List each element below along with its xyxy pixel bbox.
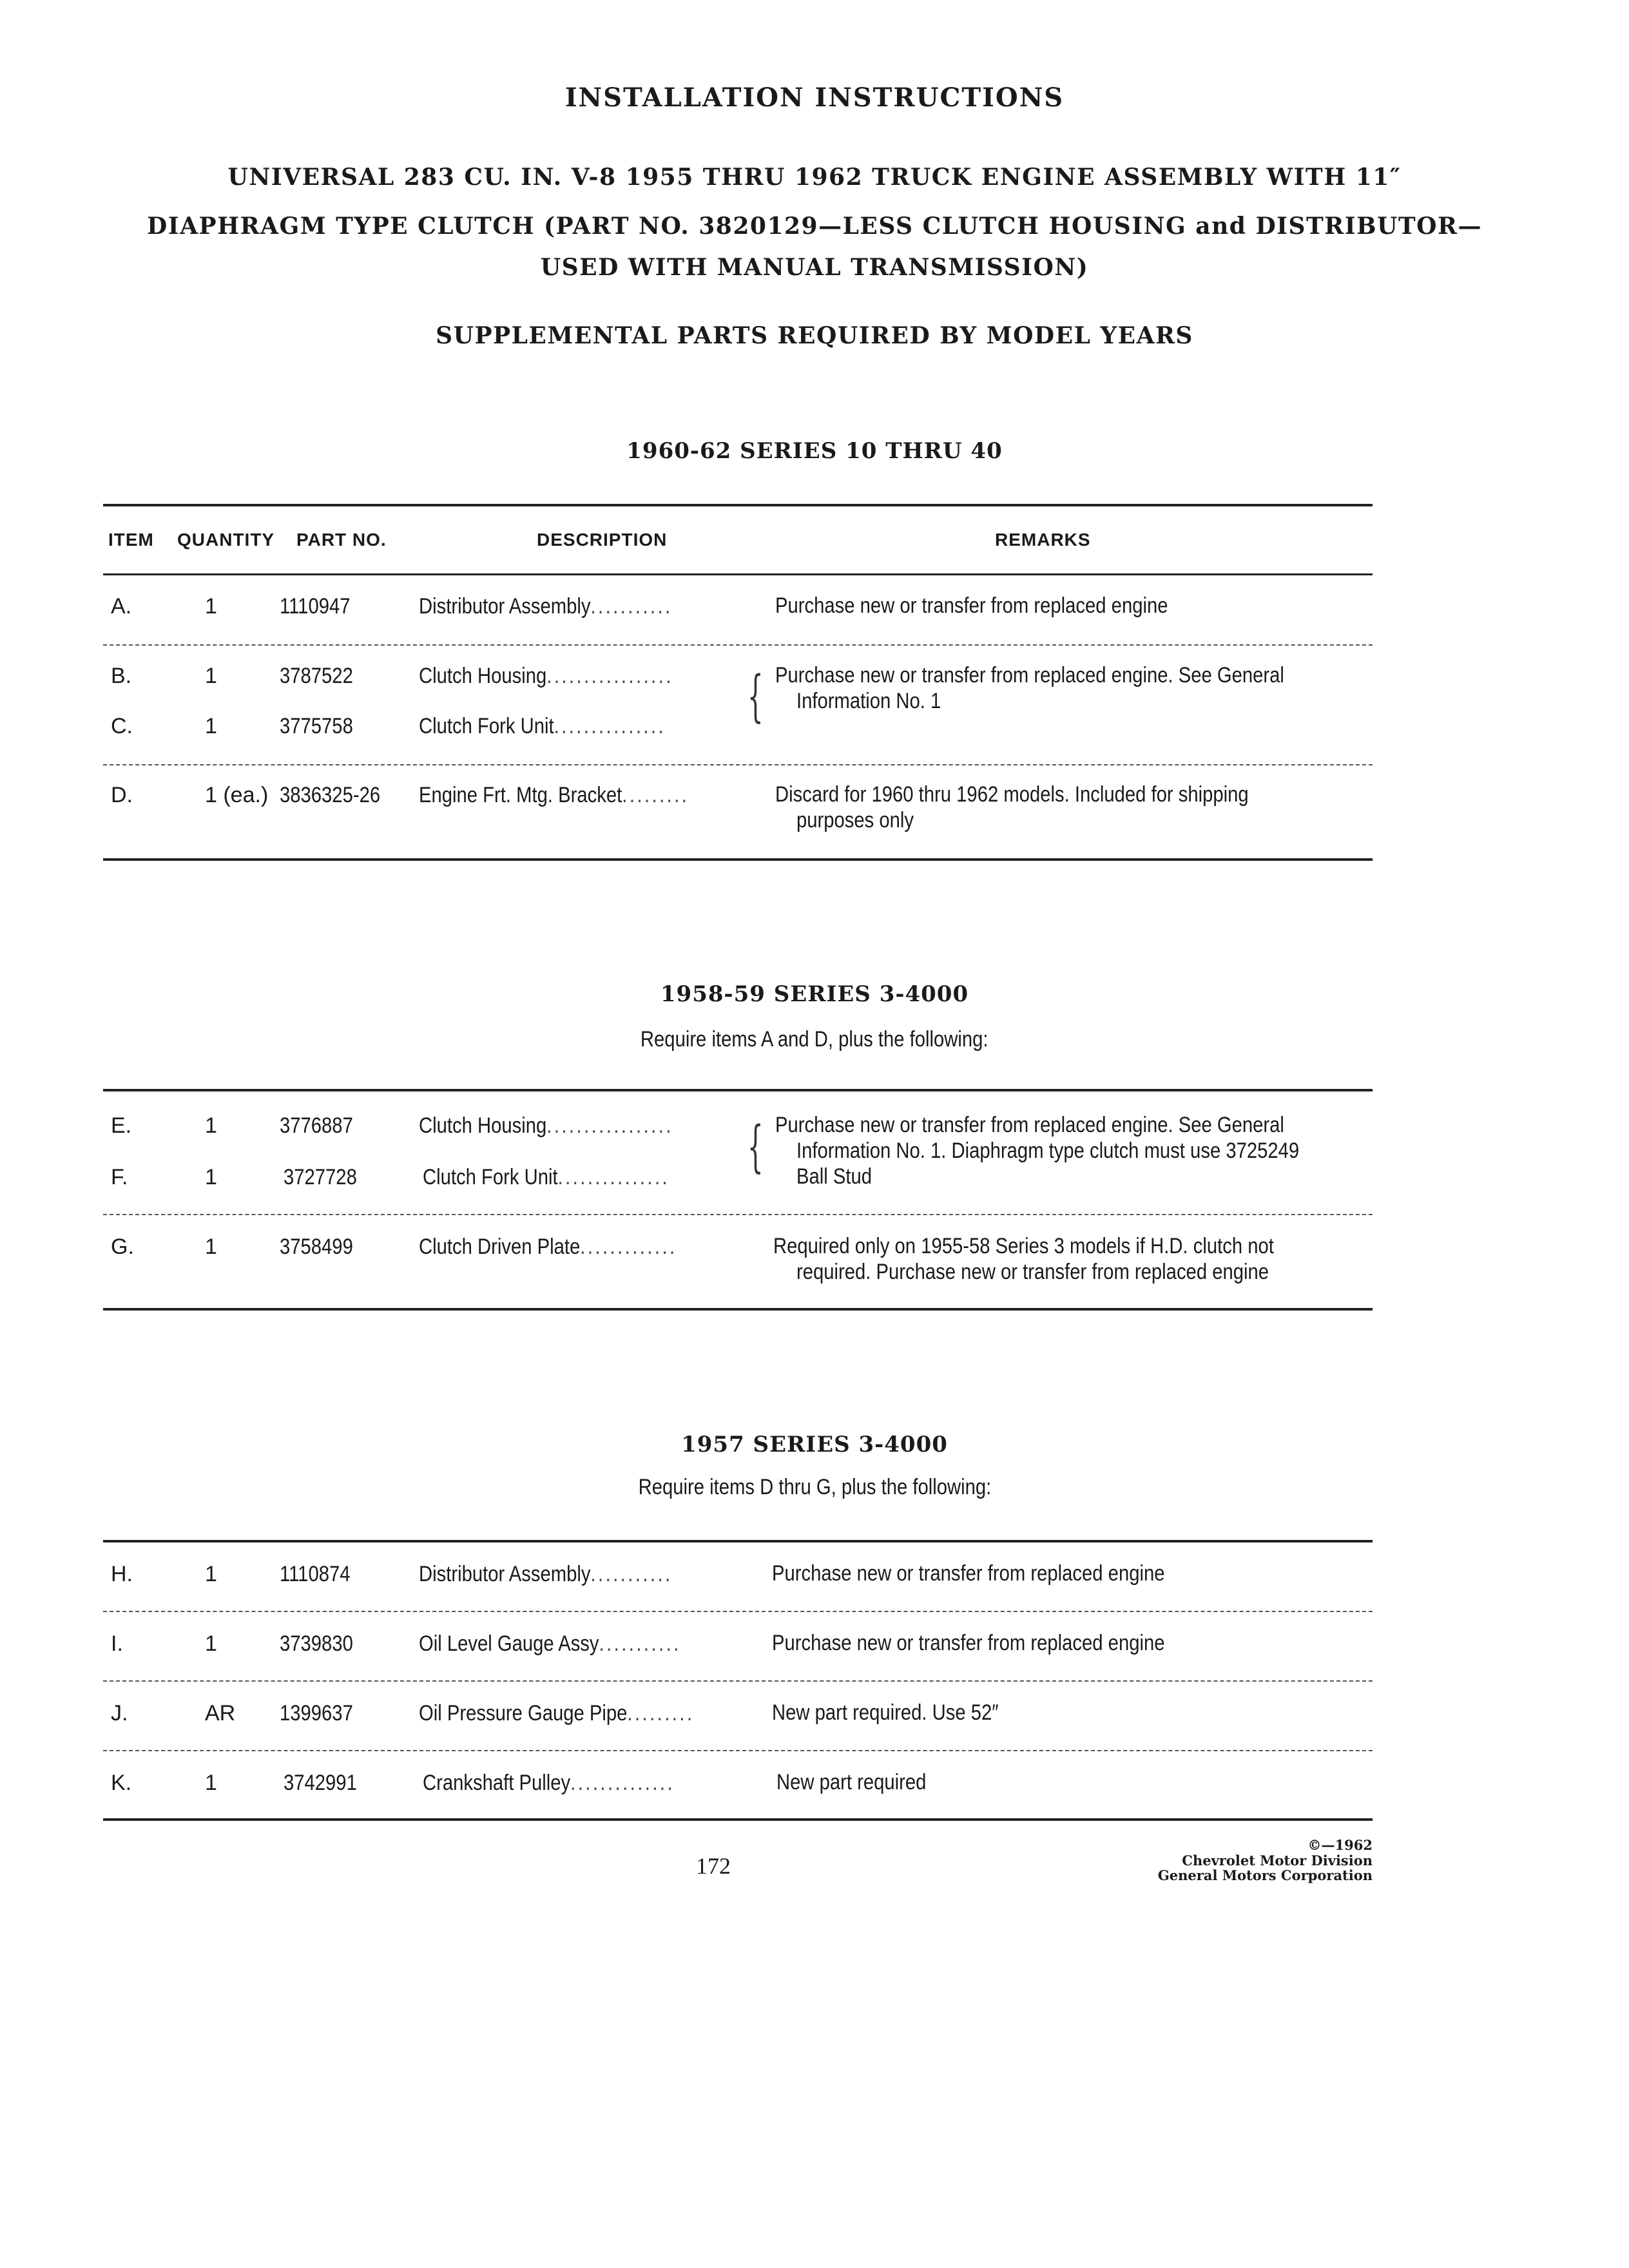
section-3-title: 1957 SERIES 3-4000 [681, 1432, 948, 1457]
section-2-title: 1958-59 SERIES 3-4000 [660, 981, 969, 1007]
part-number: 1399637 [280, 1701, 353, 1725]
part-number: 3727728 [284, 1165, 357, 1189]
item-letter: F. [111, 1165, 128, 1189]
leader-dots: ........... [599, 1631, 681, 1656]
part-number: 3776887 [280, 1113, 353, 1138]
column-header-remarks: REMARKS [995, 530, 1091, 550]
item-letter: G. [111, 1235, 134, 1259]
leader-dots: ................. [546, 1113, 673, 1138]
copyright-year: ©—1962 [1307, 1837, 1373, 1853]
item-description: Crankshaft Pulley [423, 1771, 571, 1795]
leader-dots: .............. [570, 1771, 675, 1795]
leader-dots: ............... [554, 714, 666, 738]
grouping-brace: { [747, 664, 764, 729]
page-title: INSTALLATION INSTRUCTIONS [564, 82, 1065, 113]
item-description: Distributor Assembly [419, 594, 591, 619]
section-3-requirement: Require items D thru G, plus the following: [638, 1475, 991, 1499]
item-remark: Purchase new or transfer from replaced engine [772, 1561, 1165, 1586]
leader-dots: ......... [627, 1701, 695, 1725]
part-number: 3787522 [280, 664, 353, 688]
copyright-corporation: General Motors Corporation [1157, 1867, 1373, 1883]
column-header-item: ITEM [108, 530, 154, 550]
item-description: Clutch Fork Unit [423, 1165, 558, 1189]
item-description: Clutch Driven Plate [419, 1235, 581, 1259]
subtitle-line-3: USED WITH MANUAL TRANSMISSION) [540, 254, 1089, 281]
item-quantity: AR [205, 1701, 236, 1725]
table-2-bottom-rule [103, 1308, 1373, 1311]
item-quantity: 1 [205, 1631, 217, 1656]
item-remark: Required only on 1955-58 Series 3 models if H.D. clutch not [773, 1234, 1274, 1258]
leader-dots: ............... [557, 1165, 670, 1189]
part-number: 1110947 [280, 594, 351, 619]
item-remark-continued: Information No. 1 [796, 689, 941, 713]
item-description: Clutch Fork Unit [419, 714, 554, 738]
row-divider [103, 1750, 1373, 1751]
item-description: Clutch Housing [419, 664, 547, 688]
item-letter: K. [111, 1771, 132, 1795]
item-quantity: 1 [205, 1562, 217, 1586]
item-letter: A. [111, 594, 132, 619]
part-number: 3742991 [284, 1771, 357, 1795]
item-description: Clutch Housing [419, 1113, 547, 1138]
item-quantity: 1 [205, 1235, 217, 1259]
item-remark: Purchase new or transfer from replaced engine. See General [775, 1113, 1284, 1137]
item-description: Distributor Assembly [419, 1562, 591, 1586]
item-quantity: 1 [205, 1113, 217, 1138]
item-description: Oil Pressure Gauge Pipe [419, 1701, 628, 1725]
item-remark-continued: Information No. 1. Diaphragm type clutch must use 3725249 [796, 1139, 1300, 1163]
item-letter: H. [111, 1562, 133, 1586]
item-remark: New part required [776, 1770, 927, 1794]
grouping-brace: { [747, 1115, 764, 1179]
item-letter: D. [111, 783, 133, 807]
part-number: 3758499 [280, 1235, 353, 1259]
column-header-quantity: QUANTITY [177, 530, 275, 550]
item-quantity: 1 [205, 714, 217, 738]
item-description: Oil Level Gauge Assy [419, 1631, 599, 1656]
table-1-bottom-rule [103, 858, 1373, 861]
item-remark: Purchase new or transfer from replaced engine. See General [775, 663, 1284, 687]
page-number: 172 [696, 1853, 731, 1879]
item-quantity: 1 [205, 1165, 217, 1189]
item-quantity: 1 [205, 1771, 217, 1795]
leader-dots: ............. [580, 1235, 677, 1259]
item-description: Engine Frt. Mtg. Bracket [419, 783, 622, 807]
leader-dots: ........... [590, 594, 673, 619]
table-3-bottom-rule [103, 1818, 1373, 1821]
item-letter: B. [111, 664, 132, 688]
subtitle-line-2: DIAPHRAGM TYPE CLUTCH (PART NO. 3820129—LESS CLUTCH HOUSING and DISTRIBUTOR— [147, 213, 1482, 240]
leader-dots: ......... [622, 783, 689, 807]
item-remark: Purchase new or transfer from replaced engine [772, 1631, 1165, 1655]
table-2-top-rule [103, 1089, 1373, 1091]
part-number: 1110874 [280, 1562, 351, 1586]
item-quantity: 1 (ea.) [205, 783, 269, 807]
item-letter: I. [111, 1631, 123, 1656]
row-divider [103, 644, 1373, 646]
table-3-top-rule [103, 1540, 1373, 1542]
item-remark: Discard for 1960 thru 1962 models. Included for shipping [775, 782, 1249, 807]
supplemental-heading: SUPPLEMENTAL PARTS REQUIRED BY MODEL YEARS [436, 322, 1193, 349]
table-1-header-rule [103, 573, 1373, 575]
copyright-division: Chevrolet Motor Division [1182, 1852, 1373, 1869]
item-remark-continued: required. Purchase new or transfer from replaced engine [796, 1260, 1269, 1284]
section-1-title: 1960-62 SERIES 10 THRU 40 [626, 438, 1003, 464]
part-number: 3739830 [280, 1631, 353, 1656]
item-letter: E. [111, 1113, 132, 1138]
column-header-description: DESCRIPTION [537, 530, 668, 550]
table-1-top-rule [103, 504, 1373, 506]
item-remark-continued: Ball Stud [796, 1164, 872, 1189]
row-divider [103, 1214, 1373, 1215]
subtitle-line-1: UNIVERSAL 283 CU. IN. V-8 1955 THRU 1962 TRUCK ENGINE ASSEMBLY WITH 11″ [227, 164, 1402, 191]
item-remark-continued: purposes only [796, 808, 914, 832]
item-letter: C. [111, 714, 133, 738]
column-header-part-no: PART NO. [296, 530, 387, 550]
item-letter: J. [111, 1701, 128, 1725]
item-quantity: 1 [205, 664, 217, 688]
row-divider [103, 1611, 1373, 1612]
item-remark: New part required. Use 52″ [772, 1700, 999, 1725]
row-divider [103, 764, 1373, 765]
part-number: 3775758 [280, 714, 353, 738]
leader-dots: ........... [590, 1562, 673, 1586]
leader-dots: ................. [546, 664, 673, 688]
item-remark: Purchase new or transfer from replaced engine [775, 593, 1168, 618]
row-divider [103, 1680, 1373, 1682]
section-2-requirement: Require items A and D, plus the following: [641, 1027, 988, 1052]
item-quantity: 1 [205, 594, 217, 619]
part-number: 3836325-26 [280, 783, 381, 807]
